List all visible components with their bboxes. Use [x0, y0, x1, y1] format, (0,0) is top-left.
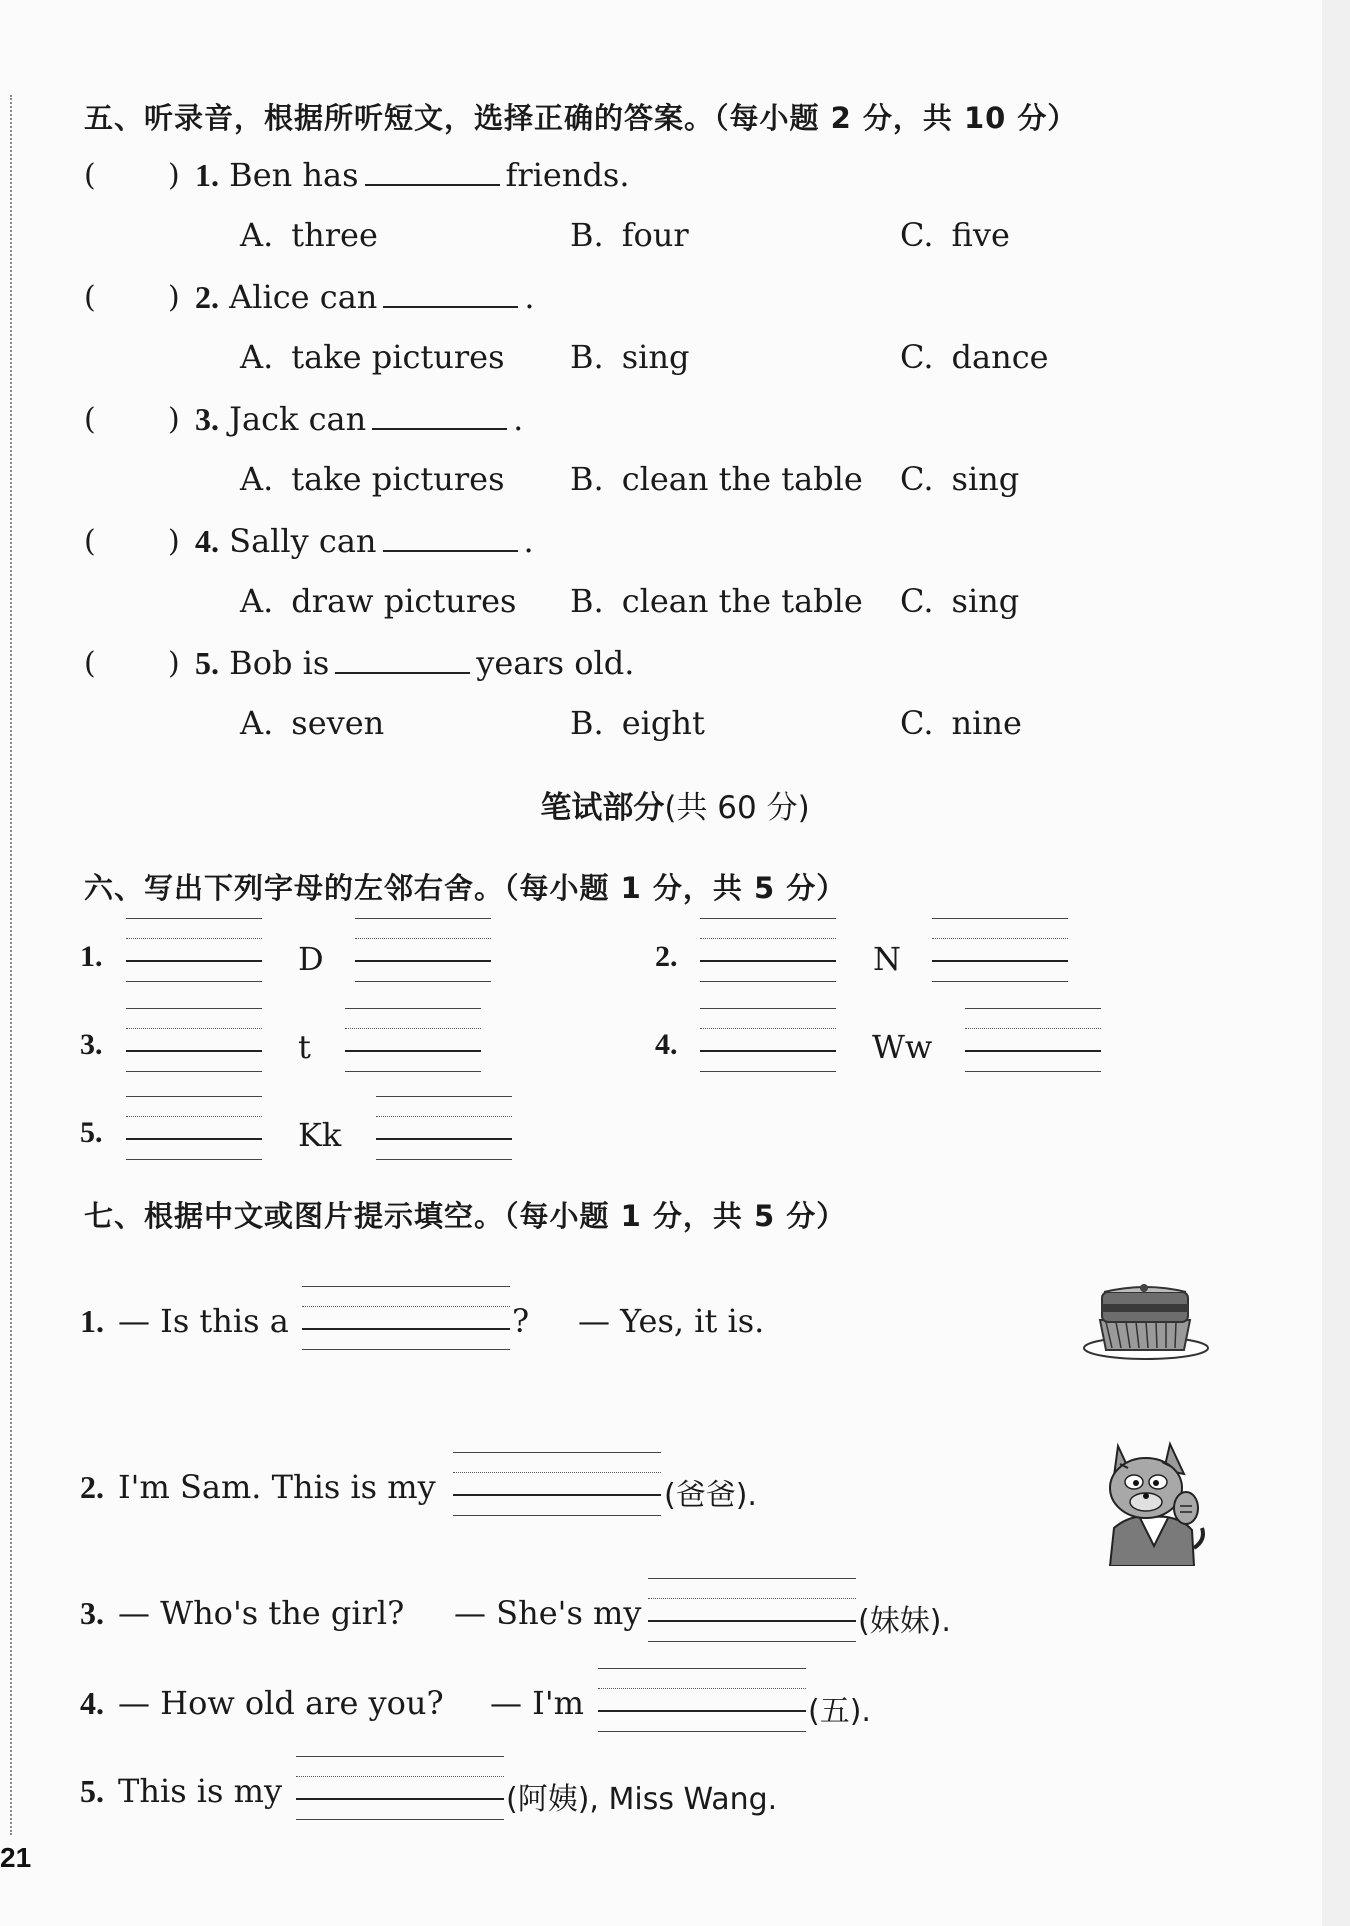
page-edge: [1322, 0, 1350, 1926]
s5-question-1: 1. Ben has friends.: [195, 156, 630, 194]
option-b[interactable]: B. four: [570, 216, 689, 254]
chinese-hint: (阿姨), Miss Wang.: [506, 1782, 778, 1817]
option-b[interactable]: B. clean the table: [570, 460, 863, 498]
option-b[interactable]: B. clean the table: [570, 582, 863, 620]
s7-question-4: 4. — How old are you?: [80, 1684, 444, 1722]
s6-letter: N: [873, 940, 901, 978]
option-b[interactable]: B. eight: [570, 704, 705, 742]
answer-paren-open: (: [84, 402, 96, 437]
answer-blank[interactable]: [365, 158, 500, 186]
answer-blank[interactable]: [372, 402, 507, 430]
s6-letter: t: [298, 1028, 311, 1066]
s5-question-5: 5. Bob is years old.: [195, 644, 635, 682]
option-c[interactable]: C. five: [900, 216, 1010, 254]
section7-title: 七、根据中文或图片提示填空。（每小题 1 分，共 5 分）: [84, 1199, 847, 1233]
answer-paren-close: ): [168, 524, 180, 559]
answer-paren-open: (: [84, 280, 96, 315]
s5-question-3: 3. Jack can .: [195, 400, 524, 438]
option-a[interactable]: A. draw pictures: [240, 582, 517, 620]
section5-title: 五、听录音，根据所听短文，选择正确的答案。（每小题 2 分，共 10 分）: [84, 101, 1078, 135]
option-a[interactable]: A. take pictures: [240, 338, 505, 376]
s7-reply-1: — Yes, it is.: [578, 1302, 765, 1340]
s6-letter: Kk: [298, 1116, 342, 1154]
s6-num: 4.: [655, 1028, 678, 1061]
letter-writing-lines[interactable]: [700, 1008, 836, 1072]
s7-question-3: 3. — Who's the girl?: [80, 1594, 405, 1632]
answer-paren-close: ): [168, 158, 180, 193]
answer-writing-lines[interactable]: [648, 1578, 856, 1642]
option-a[interactable]: A. seven: [240, 704, 385, 742]
chinese-hint: (爸爸).: [664, 1478, 757, 1513]
letter-writing-lines[interactable]: [126, 918, 262, 982]
answer-blank[interactable]: [383, 524, 518, 552]
option-c[interactable]: C. dance: [900, 338, 1049, 376]
option-c[interactable]: C. sing: [900, 460, 1020, 498]
s5-question-4: 4. Sally can .: [195, 522, 534, 560]
answer-paren-open: (: [84, 646, 96, 681]
s7-reply-3: — She's my: [454, 1594, 642, 1632]
binding-line: [10, 95, 12, 1835]
answer-writing-lines[interactable]: [598, 1668, 806, 1732]
answer-writing-lines[interactable]: [302, 1286, 510, 1350]
option-c[interactable]: C. sing: [900, 582, 1020, 620]
option-a[interactable]: A. take pictures: [240, 460, 505, 498]
letter-writing-lines[interactable]: [932, 918, 1068, 982]
option-a[interactable]: A. three: [240, 216, 378, 254]
s7-question-2: 2. I'm Sam. This is my: [80, 1468, 436, 1506]
answer-paren-close: ): [168, 646, 180, 681]
cat-father-icon: [1100, 1436, 1210, 1566]
answer-writing-lines[interactable]: [453, 1452, 661, 1516]
letter-writing-lines[interactable]: [376, 1096, 512, 1160]
s6-num: 3.: [80, 1028, 103, 1061]
letter-writing-lines[interactable]: [345, 1008, 481, 1072]
s7-reply-4: — I'm: [490, 1684, 584, 1722]
letter-writing-lines[interactable]: [126, 1008, 262, 1072]
letter-writing-lines[interactable]: [355, 918, 491, 982]
s6-num: 1.: [80, 940, 103, 973]
s7-question-5: 5. This is my: [80, 1772, 283, 1810]
answer-paren-open: (: [84, 524, 96, 559]
s7-question-1: 1. — Is this a: [80, 1302, 289, 1340]
answer-blank[interactable]: [335, 646, 470, 674]
letter-writing-lines[interactable]: [700, 918, 836, 982]
s6-num: 2.: [655, 940, 678, 973]
s5-question-2: 2. Alice can .: [195, 278, 535, 316]
option-c[interactable]: C. nine: [900, 704, 1022, 742]
answer-paren-close: ): [168, 402, 180, 437]
answer-paren-open: (: [84, 158, 96, 193]
chinese-hint: (五).: [808, 1694, 871, 1729]
s6-letter: Ww: [872, 1028, 933, 1066]
question-mark: ?: [512, 1302, 530, 1340]
answer-blank[interactable]: [383, 280, 518, 308]
section6-title: 六、写出下列字母的左邻右舍。（每小题 1 分，共 5 分）: [84, 871, 847, 905]
letter-writing-lines[interactable]: [965, 1008, 1101, 1072]
option-b[interactable]: B. sing: [570, 338, 690, 376]
s6-letter: D: [298, 940, 324, 978]
letter-writing-lines[interactable]: [126, 1096, 262, 1160]
written-part-title: 笔试部分(共 60 分): [540, 790, 810, 826]
page-number: 21: [0, 1842, 32, 1873]
chinese-hint: (妹妹).: [858, 1604, 951, 1639]
cake-icon: [1080, 1278, 1212, 1362]
answer-paren-close: ): [168, 280, 180, 315]
s6-num: 5.: [80, 1116, 103, 1149]
answer-writing-lines[interactable]: [296, 1756, 504, 1820]
